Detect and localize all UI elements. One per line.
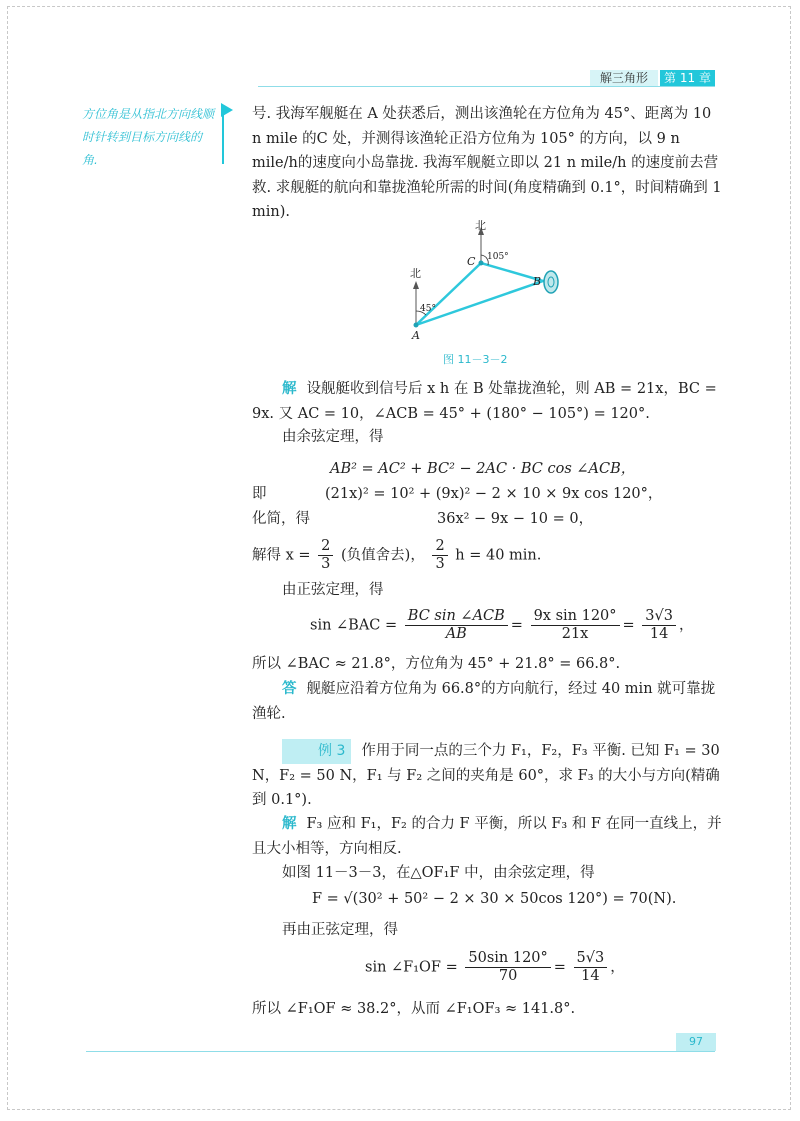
solution1-text: 设舰艇收到信号后 x h 在 B 处靠拢渔轮，则 AB = 21x，BC = 9x. 又 AC = 10，∠ACB = 45° + (180° − 105°) = 120°. bbox=[252, 381, 717, 422]
solve-prefix: 解得 x = bbox=[252, 547, 311, 564]
sine-f1of-end: ， bbox=[610, 959, 625, 976]
example3-label: 例 3 bbox=[282, 739, 351, 764]
solve-end: h = 40 min. bbox=[455, 547, 542, 564]
frac-num: BC sin ∠ACB bbox=[405, 608, 508, 626]
example3-text: 作用于同一点的三个力 F₁，F₂，F₃ 平衡. 已知 F₁ = 30 N，F₂ = 50 N，F₁ 与 F₂ 之间的夹角是 60°，求 F₃ 的大小与方向(精确到 0.1°). bbox=[252, 743, 720, 808]
frac-num: 50sin 120° bbox=[465, 950, 550, 968]
answer-text: 舰艇应沿着方位角为 66.8°的方向航行，经过 40 min 就可靠拢渔轮. bbox=[252, 681, 716, 722]
solution1-line1 bbox=[252, 377, 722, 426]
angle-label-45: 45° bbox=[420, 304, 436, 314]
result-f1of: 所以 ∠F₁OF ≈ 38.2°，从而 ∠F₁OF₃ ≈ 141.8°. bbox=[252, 1001, 576, 1017]
point-a bbox=[414, 323, 419, 328]
example3-line2: 如图 11－3－3，在△OF₁F 中，由余弦定理，得 bbox=[282, 865, 595, 881]
figure-11-3-2 bbox=[395, 215, 575, 345]
example3-paragraph bbox=[252, 739, 722, 813]
figure-caption: 图 11－3－2 bbox=[443, 353, 508, 366]
page-number: 97 bbox=[676, 1033, 716, 1051]
sine-intro: 由正弦定理，得 bbox=[282, 582, 384, 598]
triangle-abc bbox=[416, 263, 543, 325]
header-chapter-label: 第 11 章 bbox=[660, 70, 715, 86]
solve-line bbox=[252, 538, 541, 573]
fraction-5root3 bbox=[574, 950, 608, 985]
margin-note: 方位角是从指北方向线顺时针转到目标方向线的角. bbox=[82, 107, 215, 167]
fraction-9x-sin bbox=[531, 608, 620, 643]
header-section-label: 解三角形 bbox=[590, 70, 658, 86]
angle-label-105: 105° bbox=[487, 252, 509, 262]
frac-num: 2 bbox=[318, 538, 333, 556]
footer-rule bbox=[86, 1051, 715, 1052]
fraction-50sin bbox=[465, 950, 550, 985]
problem-text: 号. 我海军舰艇在 A 处获悉后，测出该渔轮在方位角为 45°、距离为 10 n mile 的C 处，并测得该渔轮正沿方位角为 105° 的方向，以 9 n mile/h的速度向小岛靠拢. 我海军舰艇立即以 21 n mile/h 的速度前去营救. 求舰艇的航向和靠拢渔轮所需的时间(角度精确到 0.1°，时间精确到 1 min). bbox=[252, 106, 722, 220]
solution-label-2: 解 bbox=[282, 816, 297, 832]
frac-den: 21x bbox=[561, 626, 589, 642]
label-c: C bbox=[467, 255, 476, 268]
frac-num: 2 bbox=[432, 538, 447, 556]
frac-num: 5√3 bbox=[574, 950, 608, 968]
eq3: 36x² − 9x − 10 = 0， bbox=[437, 511, 594, 527]
cosine-intro: 由余弦定理，得 bbox=[282, 429, 384, 445]
sine-f1of-eq: sin ∠F₁OF = $\frac{50\sin 120^\circ}{70}$ = $\frac{5√3}{14}$ ， bbox=[365, 950, 625, 984]
fraction-two-thirds bbox=[318, 538, 333, 573]
force-eq: F = √(30² + 50² − 2 × 30 × 50cos 120°) = 70(N). bbox=[312, 891, 677, 907]
example3-solution bbox=[252, 812, 722, 861]
fraction-bc-sin bbox=[405, 608, 508, 643]
solve-mid: (负值舍去)， bbox=[341, 547, 425, 564]
eq3-prefix: 化简，得 bbox=[252, 511, 310, 527]
result-bac: 所以 ∠BAC ≈ 21.8°，方位角为 45° + 21.8° = 66.8°. bbox=[252, 656, 621, 672]
sine-end: ， bbox=[679, 617, 694, 634]
frac-den: AB bbox=[445, 626, 467, 642]
sine-law-eq: sin ∠BAC = $\frac{\text{BC sin ∠ACB}}{AB}$ = $\frac{\text{9x sin 120°}}{21x}$ = $\frac{3√3}{14}$ ， bbox=[310, 608, 694, 642]
frac-num: 3√3 bbox=[642, 608, 676, 626]
eq2-prefix: 即 bbox=[252, 486, 267, 502]
island-icon bbox=[544, 271, 558, 293]
north-arrowhead-a bbox=[413, 281, 419, 289]
frac-num: 9x sin 120° bbox=[531, 608, 620, 626]
point-c bbox=[479, 261, 484, 266]
answer-paragraph bbox=[252, 677, 722, 726]
cosine-law-eq: AB² = AC² + BC² − 2AC · BC cos ∠ACB， bbox=[330, 461, 636, 477]
frac-den: 70 bbox=[498, 968, 518, 984]
example3-solution-text: F₃ 应和 F₁，F₂ 的合力 F 平衡，所以 F₃ 和 F 在同一直线上，并且大小相等，方向相反. bbox=[252, 816, 722, 857]
answer-label: 答 bbox=[282, 681, 297, 697]
solution-label: 解 bbox=[282, 381, 297, 397]
fraction-two-thirds-h bbox=[432, 538, 447, 573]
north-label-c: 北 bbox=[475, 219, 486, 232]
note-bar bbox=[222, 108, 224, 164]
frac-den: 3 bbox=[435, 556, 445, 572]
example3-line3: 再由正弦定理，得 bbox=[282, 922, 398, 938]
frac-den: 14 bbox=[581, 968, 600, 984]
frac-den: 14 bbox=[649, 626, 669, 642]
fraction-3root3 bbox=[642, 608, 676, 643]
label-b: B bbox=[533, 275, 542, 288]
header-rule bbox=[258, 86, 715, 87]
frac-den: 3 bbox=[321, 556, 331, 572]
sine-lhs: sin ∠BAC = bbox=[310, 617, 398, 634]
label-a: A bbox=[412, 329, 420, 342]
sine-f1of-lhs: sin ∠F₁OF = bbox=[365, 959, 458, 976]
north-label-a: 北 bbox=[410, 267, 421, 280]
eq2: (21x)² = 10² + (9x)² − 2 × 10 × 9x cos 120°， bbox=[325, 486, 663, 502]
